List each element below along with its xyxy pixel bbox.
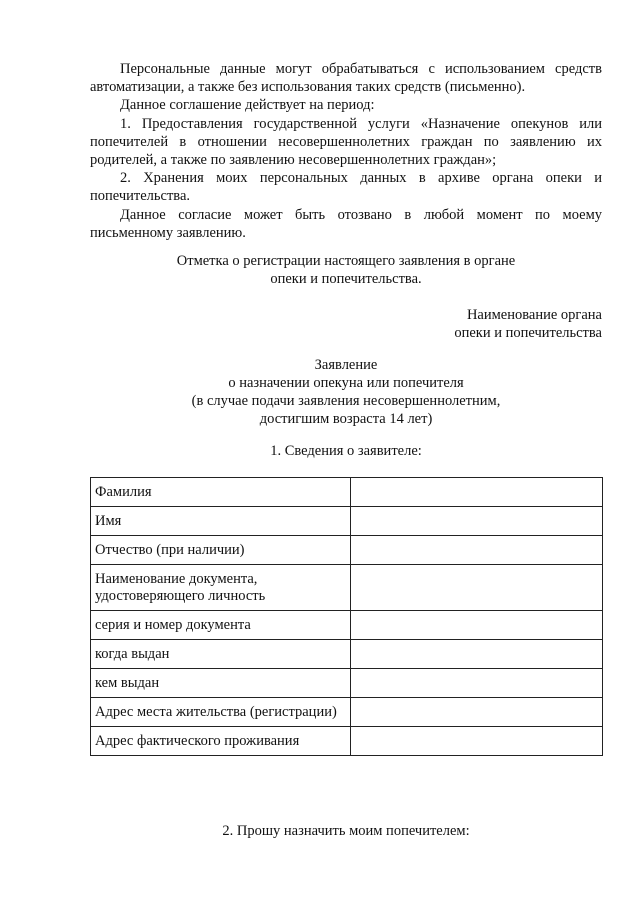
consent-paragraph: Персональные данные могут обрабатываться с использованием средств автоматизации, а также без использования таких средств (письменно). [90,61,602,96]
field-label-actual-address: Адрес фактического проживания [91,727,351,756]
application-subtitle-line1: о назначении опекуна или попечителя [228,375,464,391]
applicant-info-table [90,477,603,756]
field-label-name: Имя [91,507,351,536]
section1-heading-text: 1. Сведения о заявителе: [270,443,422,459]
table-row [91,698,603,727]
field-label-patronymic: Отчество (при наличии) [91,536,351,565]
field-label-id-document-line1: Наименование документа, [95,570,258,587]
field-value-doc-number[interactable] [351,611,603,640]
section1-heading [90,442,602,460]
consent-paragraph: Данное согласие может быть отозвано в любой момент по моему письменному заявлению. [90,206,602,241]
table-row [91,536,603,565]
section2-heading [90,822,602,840]
field-label-id-document [91,565,351,611]
consent-paragraph: 2. Хранения моих персональных данных в архиве органа опеки и попечительства. [90,170,602,205]
field-value-name[interactable] [351,507,603,536]
table-row [91,478,603,507]
table-row [91,507,603,536]
registration-mark-line2: опеки и попечительства. [270,271,422,287]
field-value-id-document[interactable] [351,565,603,611]
field-label-issued-by: кем выдан [91,669,351,698]
application-title: Заявление [314,357,378,373]
application-subtitle-line3: достигшим возраста 14 лет) [259,411,433,427]
table-row [91,611,603,640]
table-row [91,640,603,669]
field-value-registration-address[interactable] [351,698,603,727]
section2-heading-text: 2. Прошу назначить моим попечителем: [222,823,470,839]
table-row [91,565,603,611]
field-value-actual-address[interactable] [351,727,603,756]
field-value-issued-by[interactable] [351,669,603,698]
field-label-doc-number: серия и номер документа [91,611,351,640]
consent-text-block [90,60,602,242]
authority-name [90,306,602,342]
field-value-surname[interactable] [351,478,603,507]
field-value-issue-date[interactable] [351,640,603,669]
table-row [91,669,603,698]
registration-mark-line1: Отметка о регистрации настоящего заявления в органе [176,253,516,269]
field-label-surname: Фамилия [91,478,351,507]
table-row [91,727,603,756]
field-label-registration-address: Адрес места жительства (регистрации) [91,698,351,727]
authority-line2: опеки и попечительства [454,325,602,341]
field-label-issue-date: когда выдан [91,640,351,669]
field-value-patronymic[interactable] [351,536,603,565]
authority-line1: Наименование органа [466,307,602,323]
field-label-id-document-line2: удостоверяющего личность [95,587,266,604]
consent-paragraph: Данное соглашение действует на период: [120,97,375,114]
consent-paragraph: 1. Предоставления государственной услуги «Назначение опекунов или попечителей в отношении несовершеннолетних граждан по заявлению их родителей, а также по заявлению несовершеннолетних граждан»; [90,115,602,169]
registration-mark [90,252,602,288]
application-heading [90,356,602,428]
application-subtitle-line2: (в случае подачи заявления несовершеннолетним, [191,393,501,409]
